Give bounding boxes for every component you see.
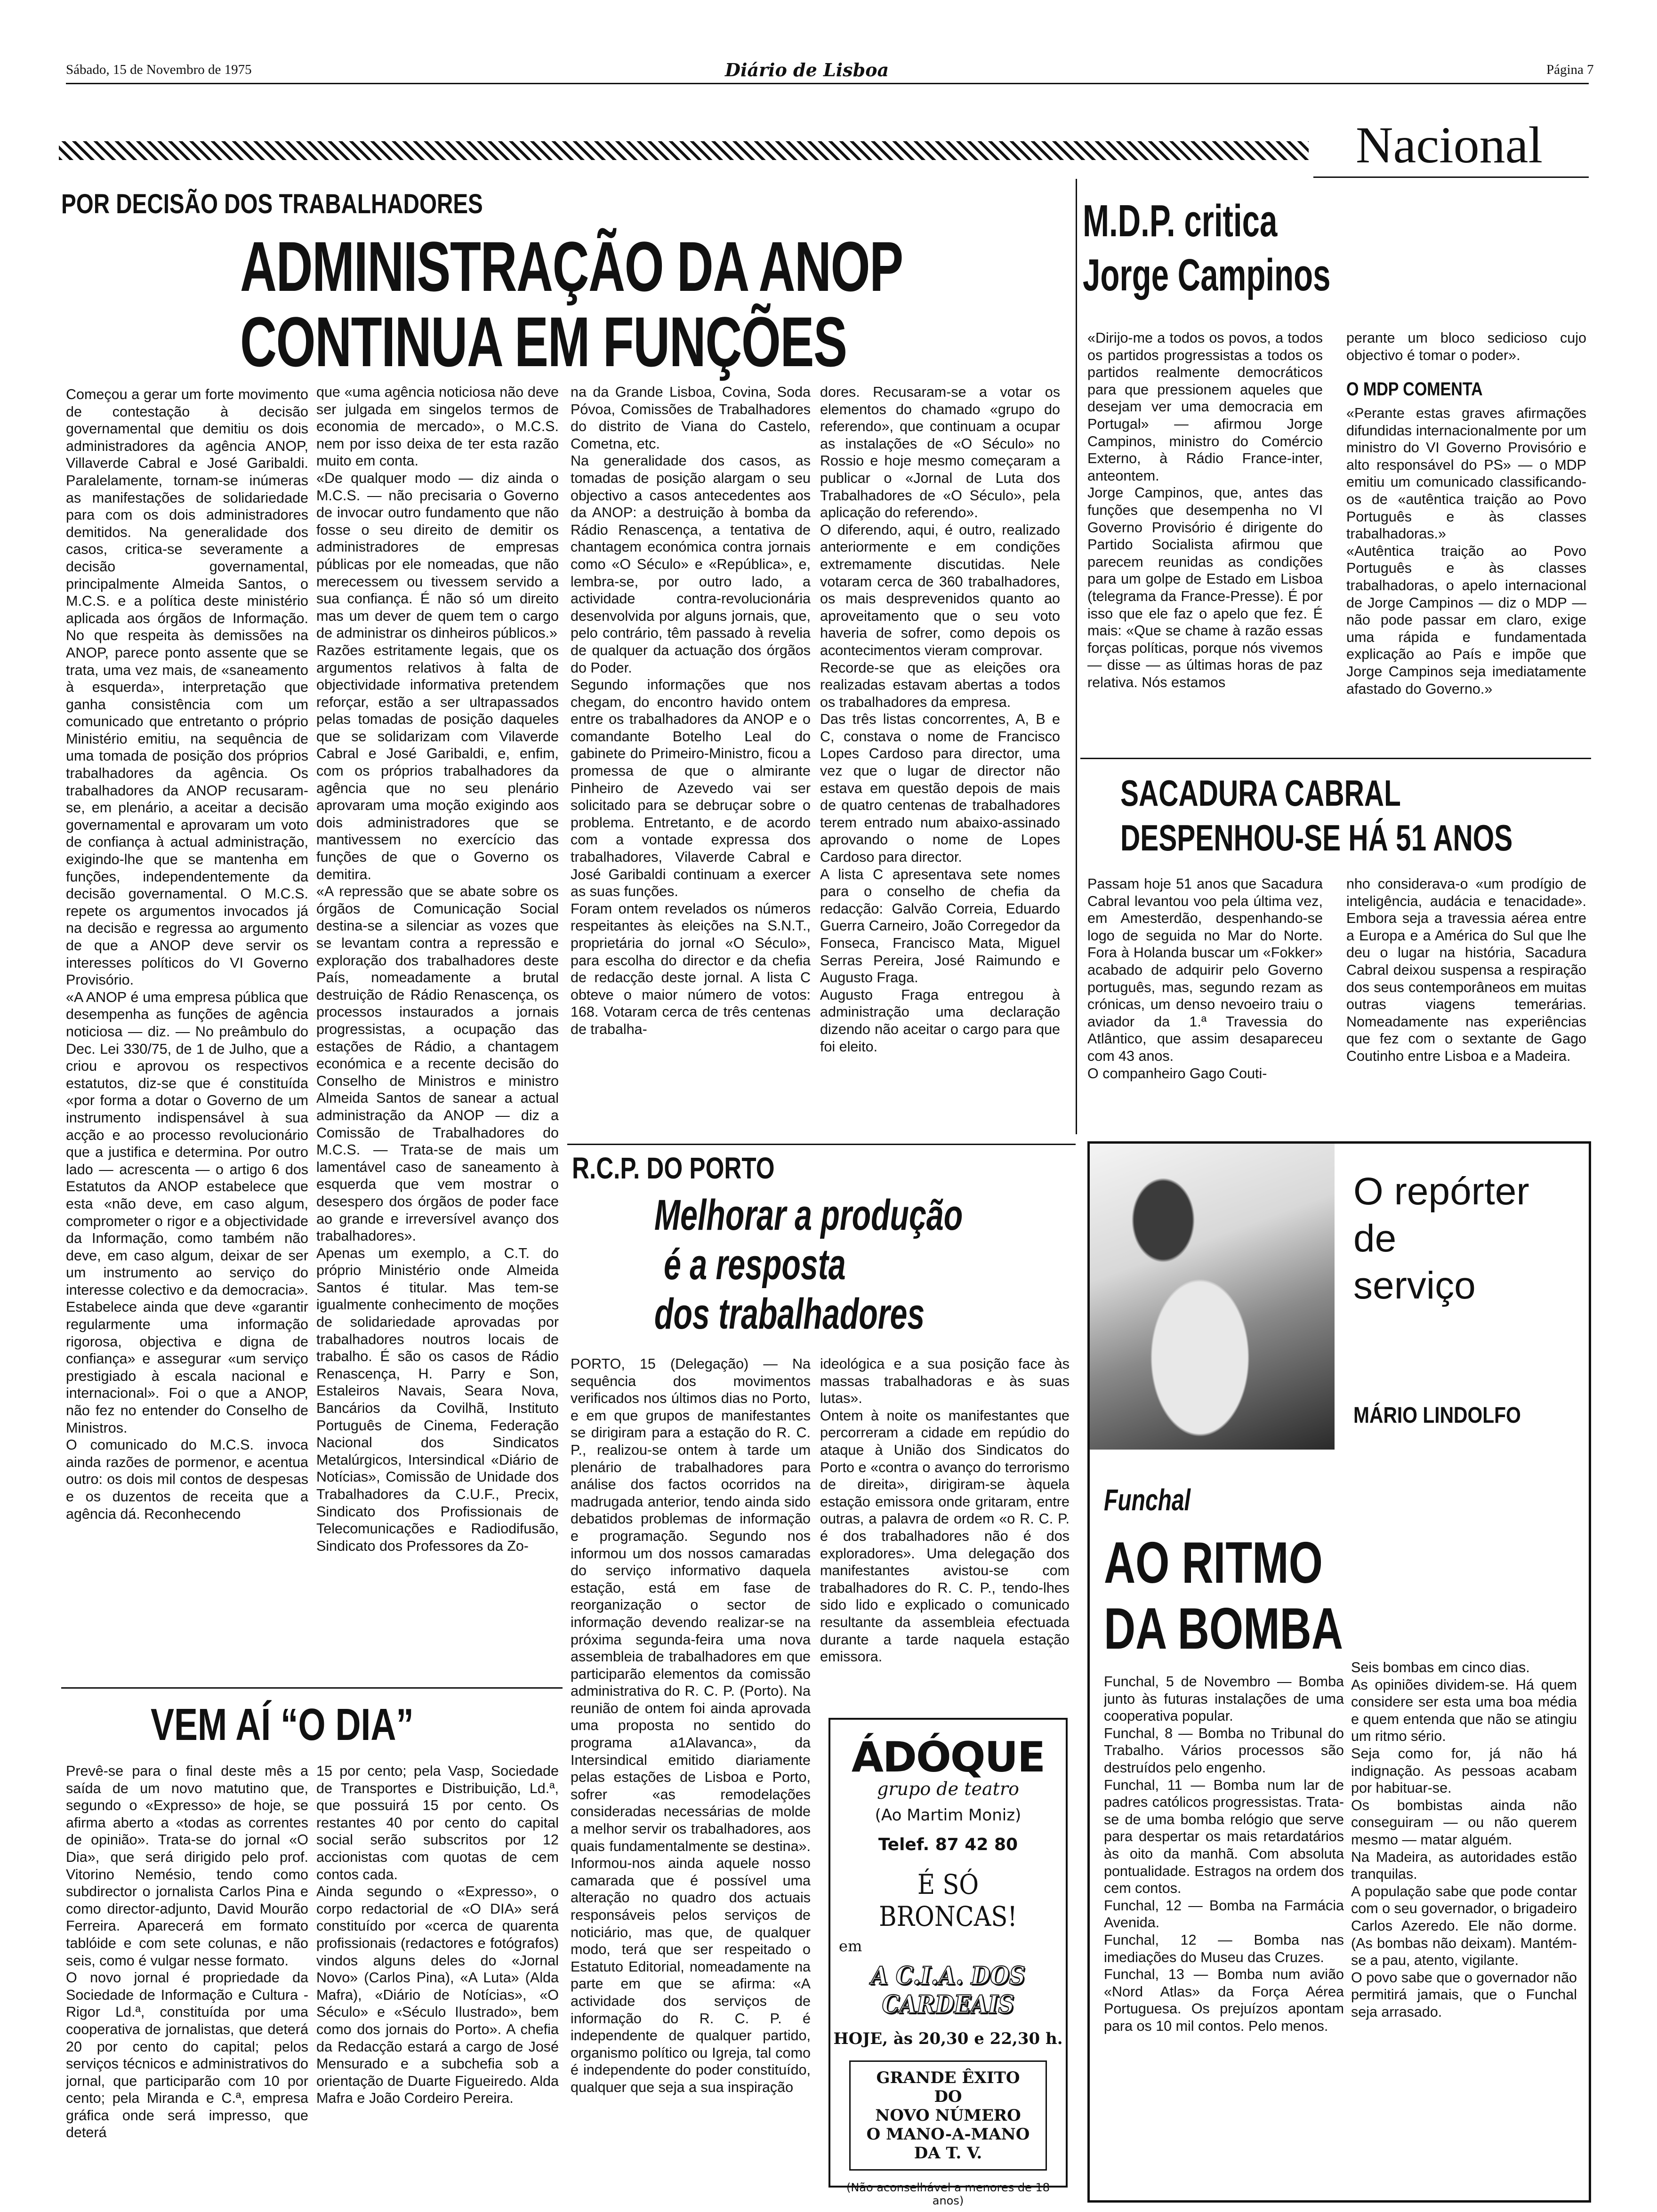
reporter-title-line1: O repórter [1353,1170,1529,1213]
sacadura-headline-line2: DESPENHOU-SE HÁ 51 ANOS [1120,817,1513,858]
reporter-author: MÁRIO LINDOLFO [1353,1403,1521,1428]
reporter-title-line3: serviço [1353,1264,1476,1307]
reporter-title-line2: de [1353,1217,1397,1260]
sacadura-headline-line1: SACADURA CABRAL [1120,772,1401,814]
reporter-box [1087,1141,1591,2203]
ad-showtimes: HOJE, às 20,30 e 22,30 h. [833,2029,1063,2048]
anop-column-2: que «uma agência noticiosa não deve ser julgada em singelos termos de economia de mercado», o M.C.S. nem por isso deixa de ter esta razão muito em conta. «De qualquer modo — diz ainda o M.C.S. — não precisaria o Governo de invocar outro fundamento que não fosse o seu direito de demitir os administradores de empresas públicas por ele nomeadas, que não merecessem ou tivessem servido a sua confiança. É não só um direito mas um dever de quem tem o cargo de administrar os dinheiros públicos.» Razões estritamente legais, que os argumentos relativos à falta de objectividade informativa pretendem reforçar, estão a ser ultrapassados pelas tomadas de posição daqueles que se solidarizam com Vilaverde Cabral e José Garibaldi, e, enfim, com os próprios trabalhadores da agência que no seu plenário aprovaram uma moção exigindo aos dois administradores que se mantivessem no exercício das funções de que o Governo os demitira. «A repressão que se abate sobre os órgãos de Comunicação Social destina-se a silenciar as vozes que se levantam contra a repressão e exploração dos trabalhadores deste País, nomeadamente a brutal destruição de Rádio Renascença, os processos instaurados a jornais progressistas, a ocupação das estações de Rádio, a chantagem económica e a recente decisão do Conselho de Ministros e ministro Almeida Santos de sanear a actual administração da ANOP — diz a Comissão de Trabalhadores do M.C.S. — Trata-se de mais um lamentável caso de saneamento à esquerda que vem mostrar o desespero dos órgãos de poder face ao grande e irreversível avanço dos trabalhadores». Apenas um exemplo, a C.T. do próprio Ministério onde Almeida Santos é titular. Mas tem-se igualmente conhecimento de moções de solidariedade aprovadas por trabalhadores noutros locais de trabalho. É são os casos de Rádio Renascença, H. Parry e Son, Estaleiros Navais, Seara Nova, Bancários da Covilhã, Instituto Português de Cinema, Federação Nacional dos Sindicatos Metalúrgicos, Intersindical «Diário de Notícias», Comissão de Unidade dos Trabalhadores da C.U.F., Precix, Sindicato dos Profissionais de Telecomunicações e Radiodifusão, Sindicato dos Professores da Zo- [316,384,559,1554]
mdp-column-2: perante um bloco sedicioso cujo objectivo é tomar o poder». [1346,330,1586,363]
ad-show-title: A C.I.A. DOS CARDEAIS [871,1962,1025,2019]
mdp-column-2b: «Perante estas graves afirmações difundidas internacionalmente por um ministro do VI Governo Provisório e alto responsável do PS» — o MDP emitiu um comunicado classificando-os de «autêntica traição ao Povo Português e às classes trabalhadoras.» «Autêntica traição ao Povo Português e às classes trabalhadoras, o apelo internacional de Jorge Campinos — diz o MDP — não pode passar em claro, exige uma rápida e fundamentada explicação ao País e impõe que Jorge Campinos seja imediatamente afastado do Governo.» [1346,405,1586,697]
anop-column-4: dores. Recusaram-se a votar os elementos do chamado «grupo do referendo», que continuam a ocupar as instalações de «O Século» no Rossio e hoje mesmo começaram a publicar o «Jornal de Luta dos Trabalhadores de «O Século», pela aplicação do referendo». O diferendo, aqui, é outro, realizado anteriormente e em condições extremamente discutidas. Nele votaram cerca de 360 trabalhadores, os mais desprevenidos quanto ao aproveitamento que o seu voto haveria de sofrer, como depois os acontecimentos vieram comprovar. Recorde-se que as eleições ora realizadas estavam abertas a todos os trabalhadores da empresa. Das três listas concorrentes, A, B e C, constava o nome de Francisco Lopes Cardoso para director, uma vez que o lugar de director não estava em questão depois de mais de quatro centenas de trabalhadores terem entrado num abaixo-assinado aprovando o nome de Lopes Cardoso para director. A lista C apresentava sete nomes para o conselho de chefia da redacção: Galvão Correia, Eduardo Guerra Carneiro, João Corregedor da Fonseca, Francisco Mata, Miguel Serras Pereira, José Raimundo e Augusto Fraga. Augusto Fraga entregou à administração uma declaração dizendo não aceitar o cargo para que foi eleito. [820,384,1060,1055]
theatre-ad [828,1718,1068,2207]
ad-phone: Telef. 87 42 80 [878,1835,1018,1854]
rcp-headline-line2: é a resposta [664,1241,846,1289]
ad-box-line3: NOVO NÚMERO [875,2106,1021,2125]
anop-kicker: POR DECISÃO DOS TRABALHADORES [61,189,483,219]
ad-box-line2: DO [934,2087,962,2106]
ad-inner-box [849,2060,1047,2171]
sacadura-top-rule [1080,758,1591,759]
odia-top-rule [61,1687,563,1689]
reporter-photo [1090,1144,1335,1450]
mdp-headline-line2: Jorge Campinos [1083,250,1331,300]
odia-column-1: Prevê-se para o final deste mês a saída de um novo matutino que, segundo o «Expresso» de hoje, se afirma aberto a «todas as correntes de opinião». Trata-se do jornal «O Dia», que será dirigido pelo prof. Vitorino Nemésio, tendo como subdirector o jornalista Carlos Pina e como director-adjunto, David Mourão Ferreira. Aparecerá em formato tablóide e com sete colunas, e não seis, como é vulgar nesse formato. O novo jornal é propriedade da Sociedade de Informação e Cultura - Rigor Ld.ª, constituída por uma cooperativa de jornalistas, que deterá 20 por cento do capital; pelos serviços técnicos e administrativos do jornal, que participarão com 10 por cento; pela Miranda e C.ª, empresa gráfica onde será impresso, que deterá [66,1763,308,2141]
anop-headline-line1: ADMINISTRAÇÃO DA ANOP [240,227,903,306]
ad-age-note: (Não aconselhável a menores de 18 anos) [846,2181,1050,2207]
odia-column-2: 15 por cento; pela Vasp, Sociedade de Transportes e Distribuição, Ld.ª, que possuirá 15 por cento. Os restantes 40 por cento do capital social serão subscritos por 12 accionistas com quotas de cem contos cada. Ainda segundo o «Expresso», o corpo redactorial de «O DIA» será constituído por «cerca de quarenta profissionais (redactores e fotógrafos) vindos alguns deles do «Jornal Novo» (Carlos Pina), «A Luta» (Alda Mafra), «Diário de Notícias», «O Século» e «Século Ilustrado», bem como dos jornais do Porto». A chefia da Redacção estará a cargo de José Mensurado e a subchefia sob a orientação de Duarte Figueiredo. Alda Mafra e João Cordeiro Pereira. [316,1763,559,2107]
section-title: Nacional [1356,116,1543,174]
ad-em: em [839,1937,862,1955]
page-date: Sábado, 15 de Novembro de 1975 [66,62,252,77]
section-bar [59,141,1309,160]
header-rule [66,83,1589,84]
sacadura-column-2: nho considerava-o «um prodígio de inteligência, audácia e tenacidade». Embora seja a travessia aérea entre a Europa e a América do Sul que lhe deu o lugar na história, Sacadura Cabral deixou suspensa a respiração dos seus contemporâneos em muitas outras viagens temerárias. Nomeadamente nas experiências que fez com o sextante de Gago Coutinho entre Lisboa e a Madeira. [1346,876,1586,1064]
anop-headline-line2: CONTINUA EM FUNÇÕES [240,302,847,381]
page-number: Página 7 [1546,62,1594,77]
mdp-headline-line1: M.D.P. critica [1083,196,1278,246]
mdp-subhead: O MDP COMENTA [1346,379,1483,400]
rcp-top-rule [567,1144,1076,1145]
sacadura-column-1: Passam hoje 51 anos que Sacadura Cabral levantou voo pela última vez, em Amesterdão, despenhando-se logo de seguida no Mar do Norte. Fora à Holanda buscar um «Fokker» acabado de adquirir pelo Governo português, mas, segundo rezam as crónicas, um denso nevoeiro traiu o aviador da 1.ª Travessia do Atlântico, que assim desapareceu com 43 anos. O companheiro Gago Couti- [1087,876,1323,1082]
funchal-column-1: Funchal, 5 de Novembro — Bomba junto às futuras instalações de uma cooperativa popular. Funchal, 8 — Bomba no Tribunal do Trabalho. Vários processos são destruídos pelo engenho. Funchal, 11 — Bomba num lar de padres católicos progressistas. Trata-se de uma bomba relógio que serve para despertar os mais retardatários às oito da manhã. Com absoluta pontualidade. Estragos na ordem dos cem contos. Funchal, 12 — Bomba na Farmácia Avenida. Funchal, 12 — Bomba nas imediações do Museu das Cruzes. Funchal, 13 — Bomba num avião «Nord Atlas» da Força Aérea Portuguesa. Os prejuízos apontam para os 10 mil contos. Pelo menos. [1104,1674,1344,2034]
ad-slogan: É SÓ BRONCAS! [879,1868,1017,1932]
ad-location: (Ao Martim Moniz) [875,1806,1022,1825]
column-divider [1076,179,1077,1134]
rcp-column-1: PORTO, 15 (Delegação) — Na sequência dos movimentos verificados nos últimos dias no Porto, e em que grupos de manifestantes se dirigiram para a estação do R. C. P., realizou-se ontem à tarde um plenário de trabalhadores para análise dos factos ocorridos na madrugada anterior, tendo ainda sido debatidos problemas de informação e programação. Segundo nos informou um dos nossos camaradas do serviço informativo daquela estação, está em fase de reorganização o sector de informação devendo realizar-se na próxima segunda-feira uma nova assembleia de trabalhadores em que participarão elementos da comissão administrativa do R. C. P. (Porto). Na reunião de ontem foi ainda aprovada uma proposta no sentido do programa a1Alavanca», da Intersindical emitido diariamente pelas estações de Lisboa e Porto, sofrer «as remodelações consideradas necessárias de molde a melhor servir os trabalhadores, aos quais fundamentalmente se destina». Informou-nos ainda aquele nosso camarada que é possível uma alteração no quadro dos actuais responsáveis pelos serviços de noticiário, mas que, de qualquer modo, terá que ser respeitado o Estatuto Editorial, nomeadamente na parte em que se afirma: «A actividade dos serviços de informação do R. C. P. é independente de qualquer partido, organismo político ou Igreja, tal como é independente do poder constituído, qualquer que seja a sua inspiração [571,1356,811,2095]
ad-box-line1: GRANDE ÊXITO [876,2068,1020,2087]
ad-box-line5: DA T. V. [914,2144,982,2163]
ad-name: ÁDÓQUE [851,1733,1045,1781]
ad-box-line4: O MANO-A-MANO [866,2125,1030,2144]
masthead: Diário de Lisboa [725,59,889,80]
rcp-headline-line3: dos trabalhadores [654,1290,925,1338]
funchal-headline-line2: DA BOMBA [1104,1596,1343,1661]
section-rule [1313,176,1589,178]
ad-subtitle: grupo de teatro [877,1779,1019,1799]
anop-column-1: Começou a gerar um forte movimento de contestação à decisão governamental que demitiu os dois administradores da agência ANOP, Villaverde Cabral e José Garibaldi. Paralelamente, tornam-se inúmeras as manifestações de solidariedade para com os dois administradores demitidos. Na generalidade dos casos, critica-se severamente a decisão governamental, principalmente Almeida Santos, o M.C.S. e a política deste ministério aplicada aos órgãos de Informação. No que respeita às demissões na ANOP, parece ponto assente que se trata, uma vez mais, de «saneamento à esquerda», interpretação que ganha consistência com um comunicado que entretanto o próprio Ministério emitiu, na sequência de uma tomada de posição dos próprios trabalhadores da agência. Os trabalhadores da ANOP recusaram-se, em plenário, a aceitar a decisão governamental e aprovaram um voto de confiança à actual administração, exigindo-lhe que se mantenha em funções, independentemente da decisão governamental. O M.C.S. repete os argumentos invocados já na decisão e regressa ao argumento de que a ANOP deve servir os interesses políticos do VI Governo Provisório. «A ANOP é uma empresa pública que desempenha as funções de agência noticiosa — diz. — No preâmbulo do Dec. Lei 330/75, de 1 de Julho, que a criou e aprovou os respectivos estatutos, diz-se que é constituída «por forma a dotar o Governo de um instrumento indispensável à sua acção e ao processo revolucionário que a justifica e determina. Por outro lado — acrescenta — o artigo 6 dos Estatutos da ANOP estabelece que esta «não deve, em caso algum, comprometer o rigor e a objectividade da Informação, como também não deve, em caso algum, deixar de ser um instrumento ao serviço do interesse colectivo e da democracia». Estabelece ainda que deve «garantir regularmente uma informação rigorosa, objectiva e digna de confiança» e assegurar «um serviço prestigiado à escala nacional e internacional». Foi o que a ANOP, não fez no entender do Conselho de Ministros. O comunicado do M.C.S. invoca ainda razões de pormenor, e acentua outro: os dois mil contos de despesas e os duzentos de receita que a agência dá. Reconhecendo [66,386,308,1522]
odia-headline: VEM AÍ “O DIA” [151,1699,414,1750]
rcp-headline-line1: Melhorar a produção [654,1191,963,1239]
mdp-column-1: «Dirijo-me a todos os povos, a todos os partidos progressistas a todos os partidos realmente democráticos para que pressionem aqueles que desejam ver uma democracia em Portugal» — afirmou Jorge Campinos, ministro do Comércio Externo, à Rádio France-inter, anteontem. Jorge Campinos, que, antes das funções que desempenha no VI Governo Provisório é dirigente do Partido Socialista afirmou que parecem reunidas as condições para um golpe de Estado em Lisboa (telegrama da France-Presse). É por isso que ele faz o apelo que fez. É mais: «Que se chame à razão essas forças políticas, porque nós vivemos — disse — as últimas horas de paz relativa. Nós estamos [1087,330,1323,690]
funchal-column-2: Seis bombas em cinco dias. As opiniões dividem-se. Há quem considere ser esta uma boa média e quem entenda que não se atingiu um ritmo sério. Seja como for, já não há indignação. As pessoas acabam por habituar-se. Os bombistas ainda não conseguiram — ou não querem mesmo — matar alguém. Na Madeira, as autoridades estão tranquilas. A população sabe que pode contar com o seu governador, o brigadeiro Carlos Azeredo. Ele não dorme. (As bombas não deixam). Mantém-se a pau, atento, vigilante. O povo sabe que o governador não permitirá jamais, que o Funchal seja arrasado. [1351,1659,1577,2020]
rcp-column-2: ideológica e a sua posição face às massas trabalhadoras e às suas lutas». Ontem à noite os manifestantes que percorreram a cidade em repúdio do ataque à União dos Sindicatos do Porto e «contra o avanço do terrorismo de direita», dirigiram-se àquela estação emissora onde gritaram, entre outras, a palavra de ordem «o R. C. P. é dos trabalhadores não é dos exploradores». Uma delegação dos manifestantes avistou-se com trabalhadores do R. C. P., tendo-lhes sido lido e explicado o comunicado resultante da assembleia efectuada durante a tarde naquela estação emissora. [820,1356,1070,1665]
funchal-kicker: Funchal [1104,1483,1191,1517]
rcp-kicker: R.C.P. DO PORTO [572,1151,775,1185]
anop-column-3: na da Grande Lisboa, Covina, Soda Póvoa, Comissões de Trabalhadores do distrito de Viana do Castelo, Cometna, etc. Na generalidade dos casos, as tomadas de posição alargam o seu objectivo a casos antecedentes aos da ANOP: a destruição à bomba da Rádio Renascença, a tentativa de chantagem económica contra jornais como «O Século» e «República», e, lembra-se, por outro lado, a actividade contra-revolucionária desenvolvida por alguns jornais, que, pelo contrário, têm passado à revelia de qualquer da actuação dos órgãos do Poder. Segundo informações que nos chegam, do encontro havido ontem entre os trabalhadores da ANOP e o comandante Botelho Leal do gabinete do Primeiro-Ministro, ficou a promessa de que o almirante Pinheiro de Azevedo vai ser solicitado para se debruçar sobre o problema. Entretanto, e de acordo com a vontade expressa dos trabalhadores, Vilaverde Cabral e José Garibaldi continuam a exercer as suas funções. Foram ontem revelados os números respeitantes às eleições na S.N.T., proprietária do jornal «O Século», para escolha do director e da chefia de redacção deste jornal. A lista C obteve o maior número de votos: 168. Votaram cerca de três centenas de trabalha- [571,384,811,1037]
funchal-headline-line1: AO RITMO [1104,1531,1323,1595]
